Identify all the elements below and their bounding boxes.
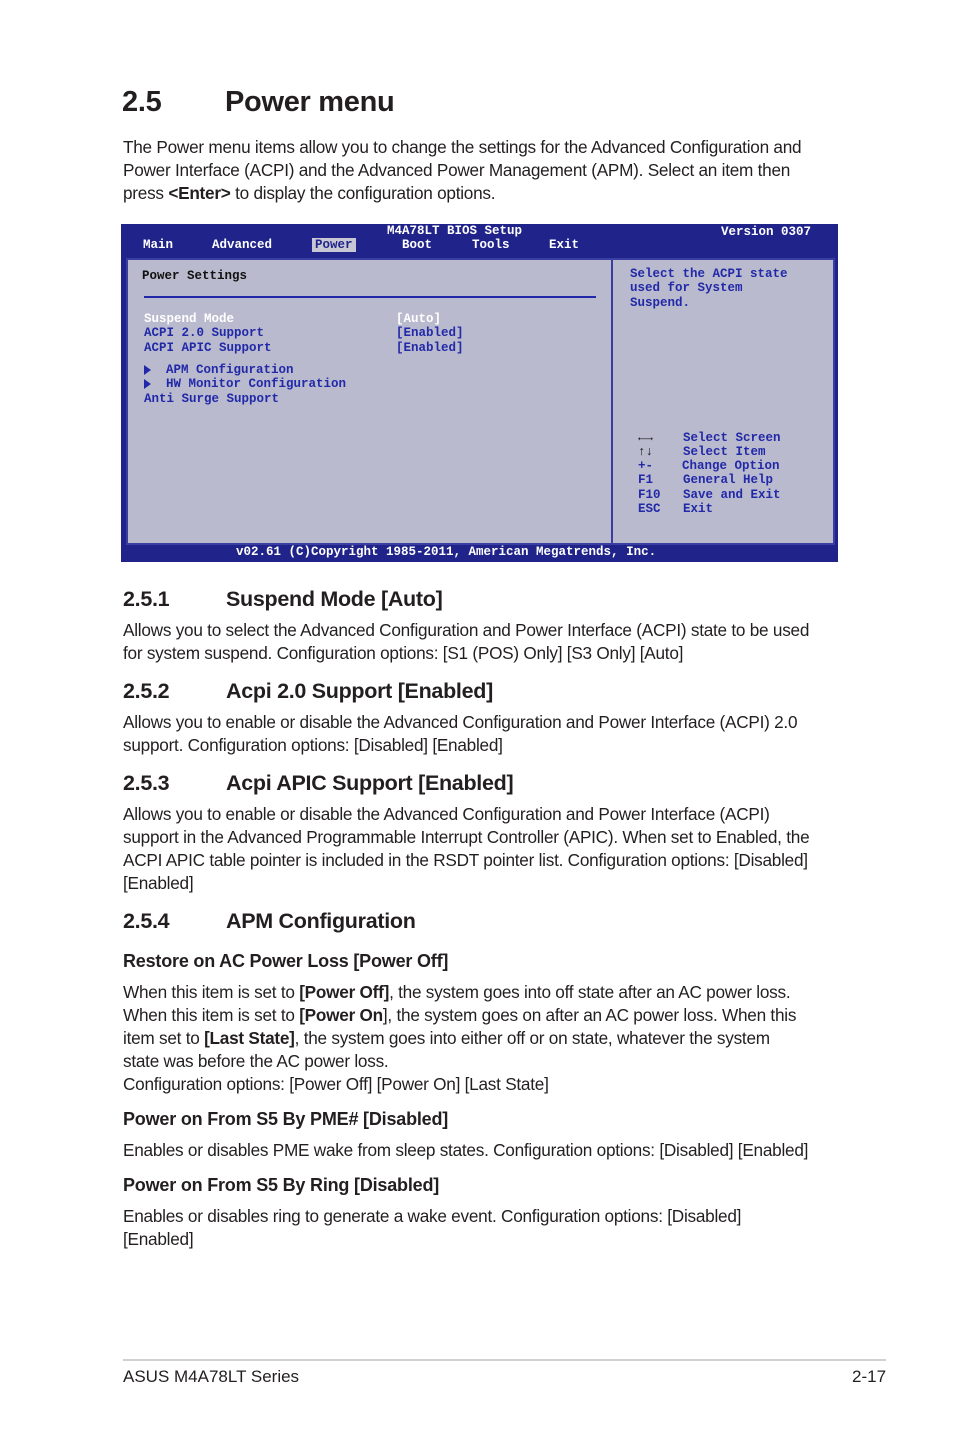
bios-help-panel xyxy=(611,258,835,545)
bios-submenu-hw-monitor[interactable]: HW Monitor Configuration xyxy=(144,377,346,391)
bios-version: Version 0307 xyxy=(721,225,812,239)
bios-setup-title: M4A78LT BIOS Setup xyxy=(387,224,523,238)
help-line: Select the ACPI state xyxy=(630,267,788,281)
subsection-heading: Restore on AC Power Loss [Power Off] xyxy=(123,951,449,971)
footer-product: ASUS M4A78LT Series xyxy=(123,1367,300,1386)
help-line: used for System xyxy=(630,281,743,295)
bios-settings-panel xyxy=(126,258,615,545)
pme-body: Enables or disables PME wake from sleep states. Configuration options: [Disabled] [Enabled] xyxy=(123,1140,809,1160)
bios-item-label[interactable]: ACPI APIC Support xyxy=(144,341,272,355)
key-desc: Change Option xyxy=(682,459,780,473)
enter-key-label: <Enter> xyxy=(168,183,231,203)
bios-section-title: Power Settings xyxy=(142,269,248,283)
bios-item-value[interactable]: [Enabled] xyxy=(396,341,464,355)
footer-divider xyxy=(123,1359,886,1361)
up-down-arrows-icon: ↑↓ xyxy=(638,445,654,459)
bios-tab-power[interactable]: Power xyxy=(312,238,356,252)
key-label: F10 xyxy=(638,488,661,502)
intro-paragraph xyxy=(123,136,845,205)
key-label: +- xyxy=(638,459,654,473)
key-desc: Select Screen xyxy=(683,431,781,445)
section-heading: 2.5.3 Acpi APIC Support [Enabled] xyxy=(123,771,514,795)
section-body: Allows you to enable or disable the Advanced Configuration and Power Interface (ACPI) support in the Advanced Programmable Interrupt Controller (APIC). When set to Enabled, the ACPI APIC table pointer is included in the RSDT pointer list. Configuration options: [Disabled] [Enabled] xyxy=(123,804,810,893)
bios-tab-advanced[interactable]: Advanced xyxy=(212,238,273,252)
intro-line: Power Interface (ACPI) and the Advanced Power Management (APM). Select an item then xyxy=(123,160,791,180)
bios-tab-main[interactable]: Main xyxy=(143,238,174,252)
footer-page-number: 2-17 xyxy=(852,1367,887,1386)
key-desc: General Help xyxy=(683,473,774,487)
intro-line: press <Enter> to display the configuration options. xyxy=(123,183,496,203)
key-desc: Exit xyxy=(683,502,714,516)
triangle-right-icon xyxy=(144,365,151,375)
bios-item-label[interactable]: ACPI 2.0 Support xyxy=(144,326,265,340)
key-desc: Select Item xyxy=(683,445,766,459)
section-heading: 2.5.4 APM Configuration xyxy=(123,909,416,933)
bios-screen xyxy=(121,224,838,562)
subsection-heading: Power on From S5 By Ring [Disabled] xyxy=(123,1175,440,1195)
left-right-arrows-icon: ←→ xyxy=(638,431,654,445)
section-heading: 2.5.1 Suspend Mode [Auto] xyxy=(123,587,443,611)
section-body: Allows you to enable or disable the Advanced Configuration and Power Interface (ACPI) 2.0 support. Configuration options: [Disabled] [Enabled] xyxy=(123,712,798,755)
divider xyxy=(144,296,596,298)
bios-item-label[interactable]: Suspend Mode xyxy=(144,312,235,326)
subsection-heading: Power on From S5 By PME# [Disabled] xyxy=(123,1109,449,1129)
bios-item-anti-surge[interactable]: Anti Surge Support xyxy=(144,392,280,406)
bios-submenu-apm[interactable]: APM Configuration xyxy=(144,363,294,377)
key-label: F1 xyxy=(638,473,654,487)
section-title: Power menu xyxy=(225,86,395,118)
section-number: 2.5 xyxy=(122,86,162,118)
ring-body: Enables or disables ring to generate a wake event. Configuration options: [Disabled] [Enabled] xyxy=(123,1206,742,1249)
bios-tab-boot[interactable]: Boot xyxy=(402,238,433,252)
page-title xyxy=(122,86,394,119)
bios-tab-tools[interactable]: Tools xyxy=(472,238,510,252)
help-line: Suspend. xyxy=(630,296,691,310)
bios-item-value[interactable]: [Enabled] xyxy=(396,326,464,340)
bios-copyright: v02.61 (C)Copyright 1985-2011, American Megatrends, Inc. xyxy=(236,545,657,559)
triangle-right-icon xyxy=(144,379,151,389)
section-body: Allows you to select the Advanced Configuration and Power Interface (ACPI) state to be used for system suspend. Configuration options: [S1 (POS) Only] [S3 Only] [Auto] xyxy=(123,620,810,663)
restore-body: When this item is set to [Power Off], the system goes into off state after an AC power loss. When this item is set to [Power On], the system goes on after an AC power loss. When this item set to [Last State], the system goes into either off or on state, whatever the system state was before the AC power loss. Configuration options: [Power Off] [Power On] [Last State] xyxy=(123,982,797,1094)
intro-line: The Power menu items allow you to change the settings for the Advanced Configuration and xyxy=(123,137,802,157)
section-heading: 2.5.2 Acpi 2.0 Support [Enabled] xyxy=(123,679,493,703)
bios-tab-exit[interactable]: Exit xyxy=(549,238,580,252)
key-label: ESC xyxy=(638,502,661,516)
bios-item-value[interactable]: [Auto] xyxy=(396,312,442,326)
key-desc: Save and Exit xyxy=(683,488,781,502)
